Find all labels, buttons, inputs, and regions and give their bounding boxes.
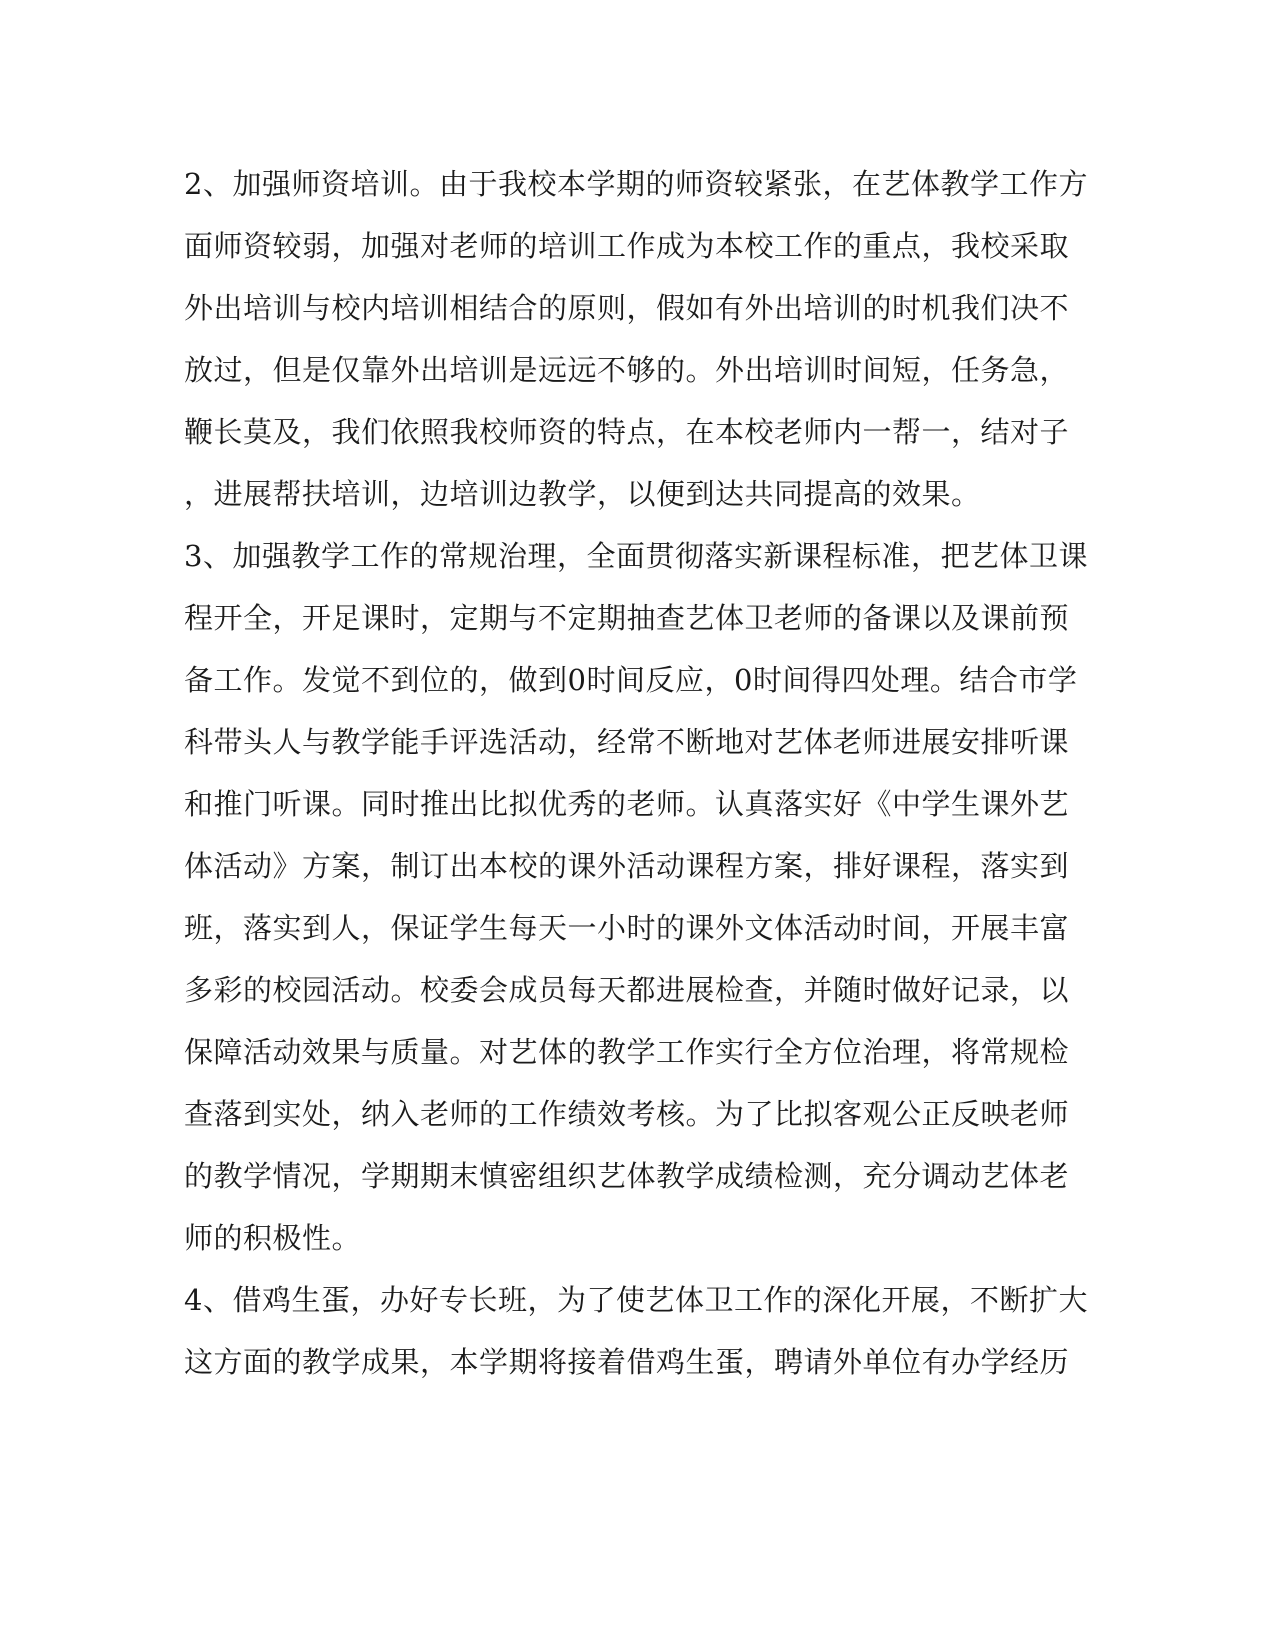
text-line: 体活动》方案，制订出本校的课外活动课程方案，排好课程，落实到 <box>184 849 1070 883</box>
text-line: 这方面的教学成果，本学期将接着借鸡生蛋，聘请外单位有办学经历 <box>184 1345 1070 1379</box>
text-line: 外出培训与校内培训相结合的原则，假如有外出培训的时机我们决不 <box>184 291 1070 325</box>
text-line: 保障活动效果与质量。对艺体的教学工作实行全方位治理，将常规检 <box>184 1035 1070 1069</box>
text-line: 多彩的校园活动。校委会成员每天都进展检查，并随时做好记录，以 <box>184 973 1070 1007</box>
text-line: 3、加强教学工作的常规治理，全面贯彻落实新课程标准，把艺体卫课 <box>184 539 1088 573</box>
text-line: 面师资较弱，加强对老师的培训工作成为本校工作的重点，我校采取 <box>184 229 1070 263</box>
text-line: 科带头人与教学能手评选活动，经常不断地对艺体老师进展安排听课 <box>184 725 1070 759</box>
text-line: 备工作。发觉不到位的，做到0时间反应，0时间得四处理。结合市学 <box>184 663 1078 697</box>
text-line: 和推门听课。同时推出比拟优秀的老师。认真落实好《中学生课外艺 <box>184 787 1070 821</box>
text-line: 放过，但是仅靠外出培训是远远不够的。外出培训时间短，任务急， <box>184 353 1070 387</box>
text-line: ，进展帮扶培训，边培训边教学，以便到达共同提高的效果。 <box>184 477 981 511</box>
text-line: 4、借鸡生蛋，办好专长班，为了使艺体卫工作的深化开展，不断扩大 <box>184 1283 1088 1317</box>
text-line: 师的积极性。 <box>184 1221 362 1255</box>
text-line: 程开全，开足课时，定期与不定期抽查艺体卫老师的备课以及课前预 <box>184 601 1070 635</box>
text-line: 班，落实到人，保证学生每天一小时的课外文体活动时间，开展丰富 <box>184 911 1070 945</box>
text-line: 的教学情况，学期期末慎密组织艺体教学成绩检测，充分调动艺体老 <box>184 1159 1070 1193</box>
text-line: 鞭长莫及，我们依照我校师资的特点，在本校老师内一帮一，结对子 <box>184 415 1070 449</box>
text-line: 查落到实处，纳入老师的工作绩效考核。为了比拟客观公正反映老师 <box>184 1097 1070 1131</box>
text-line: 2、加强师资培训。由于我校本学期的师资较紧张，在艺体教学工作方 <box>184 167 1088 201</box>
